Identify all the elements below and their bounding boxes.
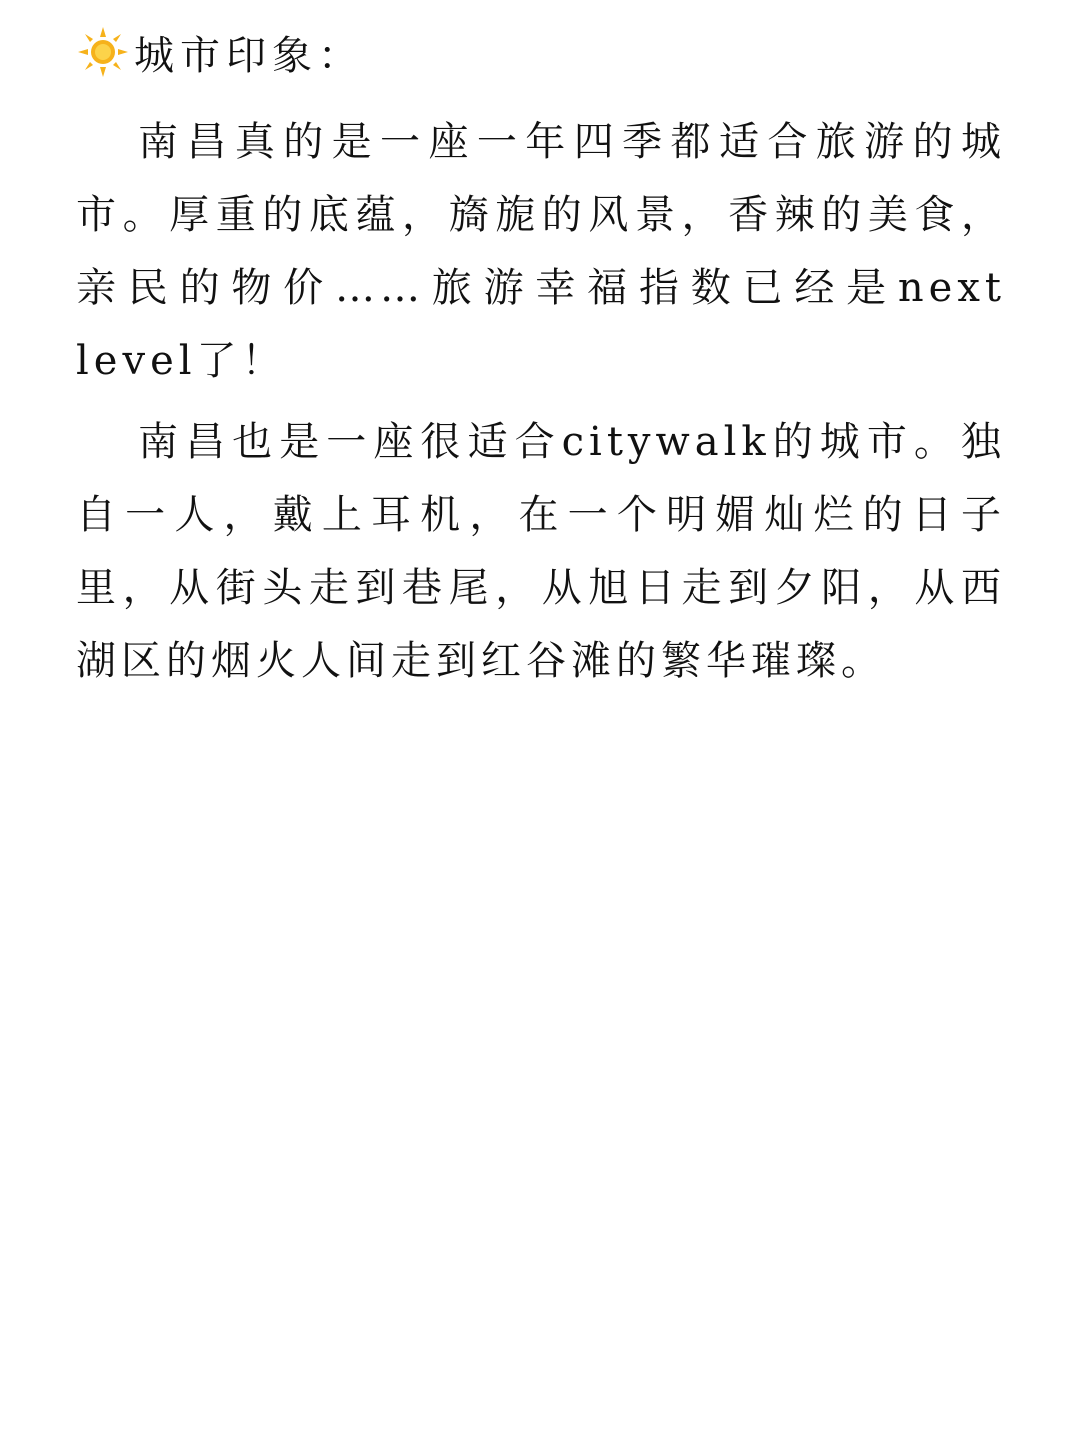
paragraph-city-impression: 南昌真的是一座一年四季都适合旅游的城市。厚重的底蕴，旖旎的风景，香辣的美食，亲民的物价……旅游幸福指数已经是next level了！ xyxy=(76,119,1006,384)
paragraph-citywalk: 南昌也是一座很适合citywalk的城市。独自一人，戴上耳机，在一个明媚灿烂的日子里，从街头走到巷尾，从旭日走到夕阳，从西湖区的烟火人间走到红谷滩的繁华璀璨。 xyxy=(76,419,1006,684)
section-title: 城市印象： xyxy=(134,32,364,79)
sun-icon xyxy=(76,25,130,79)
note-page xyxy=(76,22,1006,706)
section-heading xyxy=(76,22,1006,82)
